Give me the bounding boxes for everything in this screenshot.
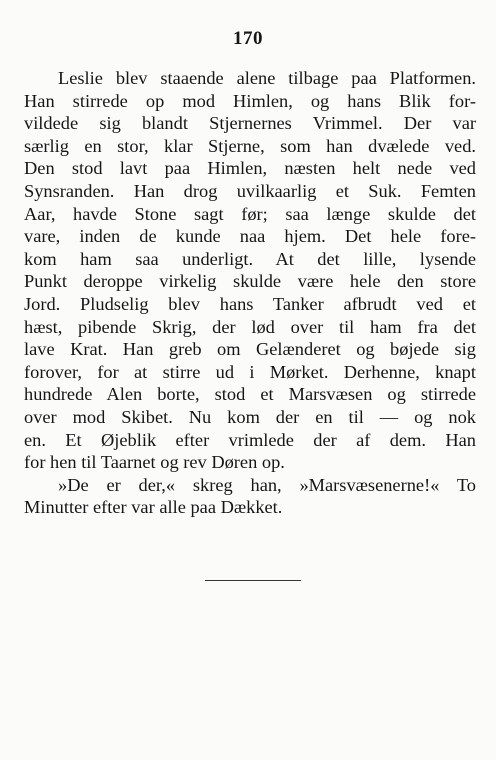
text-line: vare, inden de kunde naa hjem. Det hele fore- [24, 226, 476, 247]
paragraph [24, 474, 476, 519]
text-line: Jord. Pludselig blev hans Tanker afbrudt ved et [24, 293, 476, 314]
text-line: Den stod lavt paa Himlen, næsten helt nede ved [24, 158, 476, 179]
text-line: Punkt deroppe virkelig skulde være hele den store [24, 271, 476, 292]
text-line: en. Et Øjeblik efter vrimlede der af dem. Han [24, 429, 476, 450]
text-line: lave Krat. Han greb om Gelænderet og bøjede sig [24, 339, 476, 360]
text-line: for hen til Taarnet og rev Døren op. [24, 452, 285, 473]
text-line: kom ham saa underligt. At det lille, lysende [24, 248, 476, 269]
text-line: forover, for at stirre ud i Mørket. Derhenne, knapt [24, 361, 476, 382]
text-line: »De er der,« skreg han, »Marsvæsenerne!« To [58, 474, 476, 495]
text-body [24, 67, 476, 519]
text-line: over mod Skibet. Nu kom der en til — og nok [24, 406, 476, 427]
text-line: Minutter efter var alle paa Dækket. [24, 497, 283, 518]
text-line: vildede sig blandt Stjernernes Vrimmel. Der var [24, 113, 476, 134]
text-line: Leslie blev staaende alene tilbage paa Platformen. [58, 68, 476, 88]
text-line: hundrede Alen borte, stod et Marsvæsen og stirrede [24, 384, 476, 405]
text-line: hæst, pibende Skrig, der lød over til ham fra det [24, 316, 476, 337]
section-divider [205, 580, 301, 581]
paragraph [24, 67, 476, 474]
page-number: 170 [233, 28, 263, 49]
text-line: Synsranden. Han drog uvilkaarlig et Suk. Femten [24, 180, 476, 201]
text-line: særlig en stor, klar Stjerne, som han dvælede ved. [24, 135, 476, 156]
text-line: Han stirrede op mod Himlen, og hans Blik for- [24, 90, 476, 111]
text-line: Aar, havde Stone sagt før; saa længe skulde det [24, 203, 476, 224]
